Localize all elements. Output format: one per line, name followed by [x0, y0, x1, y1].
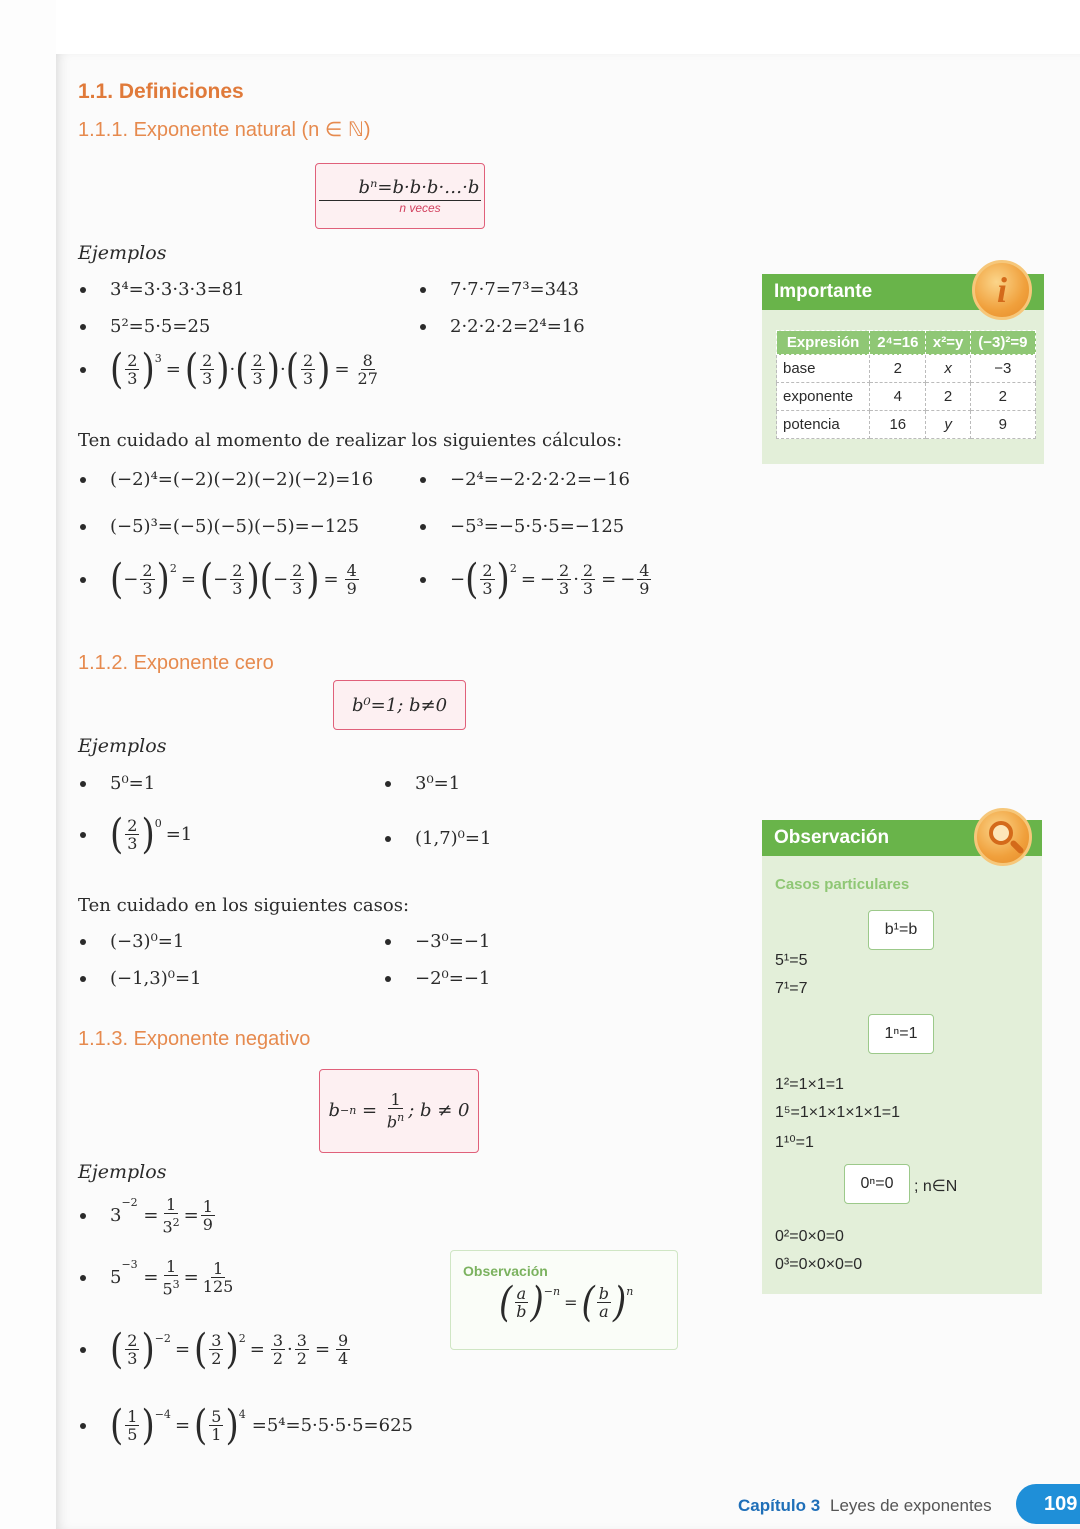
table-header: (−3)²=9 — [970, 331, 1035, 355]
example-text: 3⁴=3·3·3·3=81 — [110, 279, 245, 300]
table-row — [777, 355, 1036, 383]
list-item — [420, 279, 579, 300]
zero-formula: b⁰=1; b≠0 — [351, 694, 448, 716]
examples-label: Ejemplos — [78, 1161, 167, 1183]
list-item — [420, 516, 624, 537]
list-item — [385, 773, 460, 794]
page-number-badge — [1016, 1484, 1080, 1524]
formula-box: 1ⁿ=1 — [868, 1014, 934, 1054]
care-label: Ten cuidado al momento de realizar los siguientes cálculos: — [78, 430, 623, 451]
example-text: =5⁴=5·5·5·5=625 — [251, 1415, 413, 1436]
examples-label: Ejemplos — [78, 242, 167, 264]
table-cell: y — [926, 411, 970, 439]
subsection-natural-title: 1.1.1. Exponente natural (n ∈ ℕ) — [78, 119, 371, 141]
fraction-example: 3 −2 = $\frac{1}{3^2}$ = $\frac{1}{9}$ — [80, 1196, 217, 1235]
fraction-example: 5 −3 = $\frac{1}{5^3}$ = $\frac{1}{125}$ — [80, 1258, 237, 1297]
care-text: −3⁰=−1 — [415, 931, 491, 952]
care-label: Ten cuidado en los siguientes casos: — [78, 895, 410, 916]
formula-line: 1⁵=1×1×1×1×1=1 — [775, 1104, 900, 1121]
fraction-example: ( $\frac{2}{3}$ ) $^3$ = ( $\frac{2}{3}$ ) · ( $\frac{2}{3}$ ) · ( $\frac{2}{3}$ ) = $\frac{8}{27}$ — [80, 352, 382, 387]
table-row — [777, 383, 1036, 411]
formula-line: 1¹⁰=1 — [775, 1134, 814, 1151]
fraction-example: ( $\frac{1}{5}$ ) $^{-4}$ = ( $\frac{5}{1}$ ) $^4$ =5⁴=5·5·5·5=625 — [80, 1408, 413, 1443]
list-item — [80, 316, 210, 337]
examples-label: Ejemplos — [78, 735, 167, 757]
table-cell: x — [926, 355, 970, 383]
example-text: 3⁰=1 — [415, 773, 461, 794]
list-item — [80, 931, 184, 952]
formula-box: 0ⁿ=0 — [844, 1164, 910, 1204]
small-observation-box — [450, 1250, 678, 1350]
table-header-row — [777, 331, 1036, 355]
table-cell: potencia — [777, 411, 870, 439]
list-item — [80, 968, 202, 989]
example-text: 5⁰=1 — [110, 773, 156, 794]
observation-title: Observación — [774, 827, 890, 848]
example-text: (1,7)⁰=1 — [415, 828, 492, 849]
formula-line: 0²=0×0=0 — [775, 1228, 844, 1245]
list-item — [80, 773, 155, 794]
magnifier-icon — [974, 808, 1032, 866]
list-item — [420, 316, 585, 337]
formula-note: ; n∈N — [914, 1178, 958, 1195]
footer-chapter: Capítulo 3 — [738, 1496, 821, 1515]
natural-formula: bⁿ=b·b·b·…·b — [319, 177, 482, 201]
care-text: −2⁰=−1 — [415, 968, 491, 989]
natural-formula-note: n veces — [399, 201, 441, 215]
formula-box: b¹=b — [868, 910, 934, 950]
example-text: 2·2·2·2=2⁴=16 — [450, 316, 585, 337]
table-cell: 2 — [970, 383, 1035, 411]
page-number: 109 — [1044, 1492, 1078, 1515]
fraction-example: ( $\frac{2}{3}$ ) $^{-2}$ = ( $\frac{3}{2}$ ) $^2$ = $\frac{3}{2}$ · $\frac{3}{2}$ = $\frac{9}{4}$ — [80, 1332, 352, 1367]
list-item — [385, 828, 491, 849]
table-cell: 4 — [870, 383, 926, 411]
table-cell: exponente — [777, 383, 870, 411]
table-header: 2⁴=16 — [870, 331, 926, 355]
formula-line: 7¹=7 — [775, 980, 808, 997]
fraction-example: ( $\frac{2}{3}$ ) $^0$ =1 — [80, 817, 196, 852]
small-observation-title: Observación — [463, 1263, 548, 1279]
negative-formula-box: b −n = $\frac{1}{b^n}$ ; b ≠ 0 — [319, 1069, 479, 1153]
care-text: (−2)⁴=(−2)(−2)(−2)(−2)=16 — [110, 469, 374, 490]
natural-formula-box — [315, 163, 485, 229]
table-cell: 2 — [870, 355, 926, 383]
table-cell: 9 — [970, 411, 1035, 439]
page-gutter — [0, 0, 56, 1529]
formula-line: 0³=0×0×0=0 — [775, 1256, 863, 1273]
info-icon: i — [972, 260, 1032, 320]
care-text: (−5)³=(−5)(−5)(−5)=−125 — [110, 516, 360, 537]
formula-line: 5¹=5 — [775, 952, 808, 969]
care-text: −5³=−5·5·5=−125 — [450, 516, 625, 537]
table-row — [777, 411, 1036, 439]
section-title: 1.1. Definiciones — [78, 80, 244, 103]
small-observation-formula: ( $\frac{a}{b}$ ) $^{-n}$ = ( $\frac{b}{a}$ ) $^n$ — [499, 1278, 634, 1327]
formula-line: 1²=1×1=1 — [775, 1076, 844, 1093]
care-text: −2⁴=−2·2·2·2=−16 — [450, 469, 630, 490]
list-item — [385, 968, 490, 989]
list-item — [420, 469, 630, 490]
table-header: Expresión — [777, 331, 870, 355]
table-cell: base — [777, 355, 870, 383]
care-text: (−3)⁰=1 — [110, 931, 185, 952]
importante-title: Importante — [774, 281, 873, 302]
observation-subtitle: Casos particulares — [775, 876, 910, 893]
table-cell: 16 — [870, 411, 926, 439]
importante-table — [776, 330, 1036, 439]
table-cell: 2 — [926, 383, 970, 411]
footer-topic: Leyes de exponentes — [830, 1496, 992, 1515]
example-text: 7·7·7=7³=343 — [450, 279, 579, 300]
fraction-example: ( − $\frac{2}{3}$ ) $^2$ = ( − $\frac{2}{3}$ ) ( − $\frac{2}{3}$ ) = $\frac{4}{9}$ — [80, 562, 361, 597]
list-item — [385, 931, 490, 952]
list-item — [80, 469, 373, 490]
subsection-negative-title: 1.1.3. Exponente negativo — [78, 1028, 311, 1050]
top-margin — [56, 0, 1080, 54]
list-item — [80, 516, 359, 537]
table-cell: −3 — [970, 355, 1035, 383]
zero-formula-box — [333, 680, 466, 730]
example-text: 5²=5·5=25 — [110, 316, 211, 337]
care-text: (−1,3)⁰=1 — [110, 968, 202, 989]
fraction-example: − ( $\frac{2}{3}$ ) $^2$ = − $\frac{2}{3}$ · $\frac{2}{3}$ = − $\frac{4}{9}$ — [420, 562, 653, 597]
list-item — [80, 279, 245, 300]
table-header: x²=y — [926, 331, 970, 355]
subsection-zero-title: 1.1.2. Exponente cero — [78, 652, 274, 674]
